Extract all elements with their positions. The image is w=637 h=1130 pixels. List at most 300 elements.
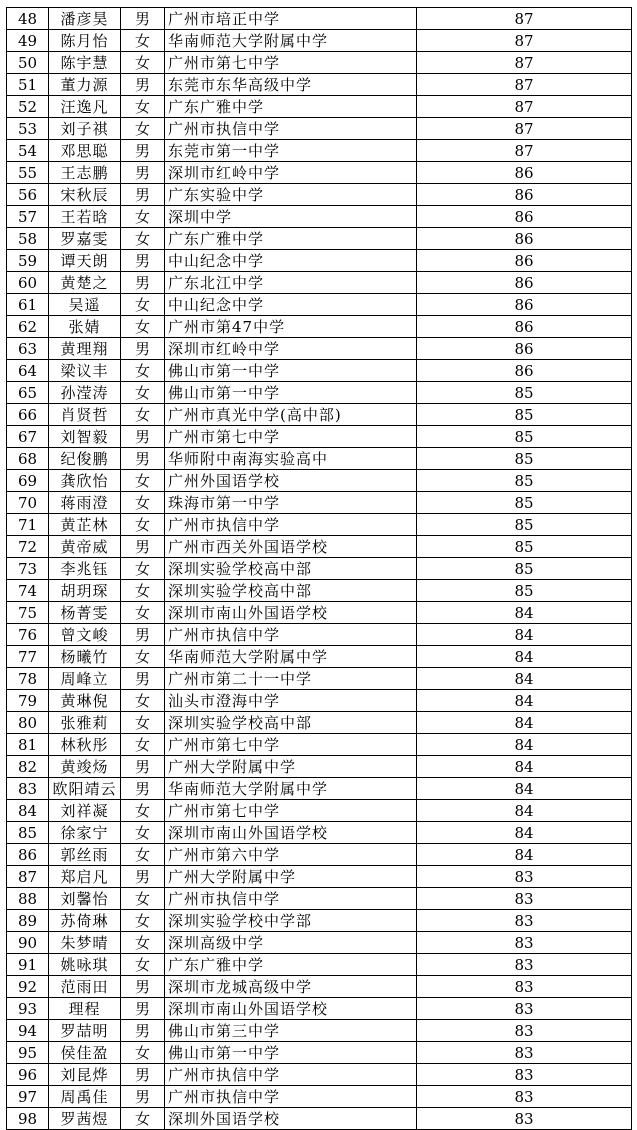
score-cell: 84 — [417, 734, 632, 756]
table-row — [7, 338, 632, 360]
student-name-cell: 纪俊鹏 — [49, 448, 121, 470]
score-cell: 85 — [417, 404, 632, 426]
student-name-cell: 梁议丰 — [49, 360, 121, 382]
school-cell: 广州市执信中学 — [165, 624, 417, 646]
rank-cell: 91 — [7, 954, 49, 976]
gender-cell: 男 — [121, 624, 165, 646]
rank-cell: 70 — [7, 492, 49, 514]
rank-cell: 80 — [7, 712, 49, 734]
gender-cell: 女 — [121, 690, 165, 712]
gender-cell: 男 — [121, 866, 165, 888]
school-cell: 广州市第七中学 — [165, 426, 417, 448]
school-cell: 广州市执信中学 — [165, 514, 417, 536]
rank-cell: 56 — [7, 184, 49, 206]
table-row — [7, 932, 632, 954]
rank-cell: 69 — [7, 470, 49, 492]
rank-cell: 59 — [7, 250, 49, 272]
gender-cell: 女 — [121, 1042, 165, 1064]
student-name-cell: 理程 — [49, 998, 121, 1020]
school-cell: 广州市真光中学(高中部) — [165, 404, 417, 426]
table-row — [7, 646, 632, 668]
rank-cell: 61 — [7, 294, 49, 316]
student-name-cell: 欧阳靖云 — [49, 778, 121, 800]
gender-cell: 男 — [121, 998, 165, 1020]
student-name-cell: 杨曦竹 — [49, 646, 121, 668]
school-cell: 广州市第七中学 — [165, 734, 417, 756]
student-name-cell: 刘馨怡 — [49, 888, 121, 910]
gender-cell: 男 — [121, 8, 165, 30]
table-row — [7, 778, 632, 800]
gender-cell: 女 — [121, 734, 165, 756]
school-cell: 广州市第七中学 — [165, 52, 417, 74]
student-name-cell: 潘彦昊 — [49, 8, 121, 30]
table-row — [7, 1064, 632, 1086]
school-cell: 广东实验中学 — [165, 184, 417, 206]
score-cell: 84 — [417, 800, 632, 822]
score-cell: 84 — [417, 822, 632, 844]
table-row — [7, 602, 632, 624]
table-row — [7, 888, 632, 910]
rank-cell: 57 — [7, 206, 49, 228]
gender-cell: 女 — [121, 360, 165, 382]
student-name-cell: 张雅莉 — [49, 712, 121, 734]
table-row — [7, 140, 632, 162]
student-name-cell: 吴遥 — [49, 294, 121, 316]
rank-cell: 93 — [7, 998, 49, 1020]
table-row — [7, 580, 632, 602]
table-row — [7, 866, 632, 888]
table-row — [7, 1108, 632, 1130]
rank-cell: 54 — [7, 140, 49, 162]
table-row — [7, 998, 632, 1020]
gender-cell: 男 — [121, 536, 165, 558]
gender-cell: 男 — [121, 778, 165, 800]
school-cell: 深圳中学 — [165, 206, 417, 228]
school-cell: 深圳外国语学校 — [165, 1108, 417, 1130]
student-name-cell: 龚欣怡 — [49, 470, 121, 492]
rank-cell: 51 — [7, 74, 49, 96]
rank-cell: 71 — [7, 514, 49, 536]
student-name-cell: 杨菁雯 — [49, 602, 121, 624]
school-cell: 广州市第六中学 — [165, 844, 417, 866]
rank-cell: 52 — [7, 96, 49, 118]
gender-cell: 男 — [121, 1086, 165, 1108]
score-cell: 87 — [417, 52, 632, 74]
table-row — [7, 734, 632, 756]
student-name-cell: 陈月怡 — [49, 30, 121, 52]
score-cell: 83 — [417, 1086, 632, 1108]
student-name-cell: 侯佳盈 — [49, 1042, 121, 1064]
rank-cell: 65 — [7, 382, 49, 404]
gender-cell: 女 — [121, 96, 165, 118]
rank-cell: 78 — [7, 668, 49, 690]
gender-cell: 女 — [121, 954, 165, 976]
table-row — [7, 668, 632, 690]
student-name-cell: 王志鹏 — [49, 162, 121, 184]
table-row — [7, 404, 632, 426]
results-table-body — [7, 8, 632, 1130]
table-row — [7, 184, 632, 206]
score-cell: 84 — [417, 624, 632, 646]
table-row — [7, 118, 632, 140]
rank-cell: 48 — [7, 8, 49, 30]
results-table — [6, 7, 632, 1130]
school-cell: 华南师范大学附属中学 — [165, 30, 417, 52]
score-cell: 83 — [417, 932, 632, 954]
gender-cell: 女 — [121, 206, 165, 228]
gender-cell: 女 — [121, 602, 165, 624]
gender-cell: 男 — [121, 426, 165, 448]
table-row — [7, 844, 632, 866]
gender-cell: 女 — [121, 404, 165, 426]
table-row — [7, 426, 632, 448]
rank-cell: 90 — [7, 932, 49, 954]
school-cell: 深圳市南山外国语学校 — [165, 602, 417, 624]
table-row — [7, 1020, 632, 1042]
school-cell: 广州市第二十一中学 — [165, 668, 417, 690]
school-cell: 深圳实验学校高中部 — [165, 580, 417, 602]
gender-cell: 女 — [121, 492, 165, 514]
student-name-cell: 黄竣炀 — [49, 756, 121, 778]
gender-cell: 男 — [121, 162, 165, 184]
rank-cell: 63 — [7, 338, 49, 360]
rank-cell: 53 — [7, 118, 49, 140]
table-row — [7, 910, 632, 932]
student-name-cell: 董力源 — [49, 74, 121, 96]
score-cell: 87 — [417, 118, 632, 140]
rank-cell: 98 — [7, 1108, 49, 1130]
student-name-cell: 汪逸凡 — [49, 96, 121, 118]
school-cell: 深圳市龙城高级中学 — [165, 976, 417, 998]
score-cell: 84 — [417, 712, 632, 734]
school-cell: 汕头市澄海中学 — [165, 690, 417, 712]
school-cell: 华南师范大学附属中学 — [165, 778, 417, 800]
student-name-cell: 范雨田 — [49, 976, 121, 998]
gender-cell: 女 — [121, 712, 165, 734]
score-cell: 86 — [417, 272, 632, 294]
student-name-cell: 刘智毅 — [49, 426, 121, 448]
rank-cell: 58 — [7, 228, 49, 250]
school-cell: 广东广雅中学 — [165, 228, 417, 250]
gender-cell: 女 — [121, 1108, 165, 1130]
gender-cell: 女 — [121, 910, 165, 932]
school-cell: 广州市第七中学 — [165, 800, 417, 822]
gender-cell: 男 — [121, 140, 165, 162]
student-name-cell: 刘子祺 — [49, 118, 121, 140]
student-name-cell: 罗嘉雯 — [49, 228, 121, 250]
student-name-cell: 黄理翔 — [49, 338, 121, 360]
student-name-cell: 刘昆烨 — [49, 1064, 121, 1086]
school-cell: 广州市培正中学 — [165, 8, 417, 30]
gender-cell: 女 — [121, 118, 165, 140]
gender-cell: 男 — [121, 184, 165, 206]
score-cell: 85 — [417, 580, 632, 602]
school-cell: 广州大学附属中学 — [165, 866, 417, 888]
score-cell: 86 — [417, 162, 632, 184]
student-name-cell: 罗茜煜 — [49, 1108, 121, 1130]
score-cell: 85 — [417, 470, 632, 492]
rank-cell: 68 — [7, 448, 49, 470]
school-cell: 广州外国语学校 — [165, 470, 417, 492]
score-cell: 86 — [417, 250, 632, 272]
rank-cell: 76 — [7, 624, 49, 646]
gender-cell: 女 — [121, 514, 165, 536]
student-name-cell: 李兆钰 — [49, 558, 121, 580]
score-cell: 84 — [417, 668, 632, 690]
rank-cell: 79 — [7, 690, 49, 712]
score-cell: 86 — [417, 206, 632, 228]
rank-cell: 55 — [7, 162, 49, 184]
score-cell: 84 — [417, 844, 632, 866]
rank-cell: 49 — [7, 30, 49, 52]
gender-cell: 女 — [121, 932, 165, 954]
score-cell: 83 — [417, 1064, 632, 1086]
gender-cell: 男 — [121, 1064, 165, 1086]
gender-cell: 女 — [121, 294, 165, 316]
gender-cell: 女 — [121, 382, 165, 404]
student-name-cell: 黄琳倪 — [49, 690, 121, 712]
school-cell: 广州市执信中学 — [165, 1064, 417, 1086]
score-cell: 86 — [417, 316, 632, 338]
rank-cell: 97 — [7, 1086, 49, 1108]
school-cell: 深圳实验学校中学部 — [165, 910, 417, 932]
table-row — [7, 382, 632, 404]
score-cell: 86 — [417, 228, 632, 250]
score-cell: 85 — [417, 426, 632, 448]
gender-cell: 女 — [121, 30, 165, 52]
table-row — [7, 1086, 632, 1108]
score-cell: 86 — [417, 338, 632, 360]
school-cell: 广州市执信中学 — [165, 888, 417, 910]
gender-cell: 女 — [121, 558, 165, 580]
school-cell: 广东广雅中学 — [165, 954, 417, 976]
school-cell: 东莞市东华高级中学 — [165, 74, 417, 96]
gender-cell: 男 — [121, 272, 165, 294]
score-cell: 85 — [417, 448, 632, 470]
school-cell: 中山纪念中学 — [165, 250, 417, 272]
student-name-cell: 王若晗 — [49, 206, 121, 228]
student-name-cell: 林秋彤 — [49, 734, 121, 756]
table-row — [7, 536, 632, 558]
score-cell: 83 — [417, 1042, 632, 1064]
school-cell: 佛山市第一中学 — [165, 382, 417, 404]
table-row — [7, 822, 632, 844]
score-cell: 85 — [417, 492, 632, 514]
gender-cell: 女 — [121, 470, 165, 492]
table-row — [7, 558, 632, 580]
school-cell: 广州市西关外国语学校 — [165, 536, 417, 558]
school-cell: 深圳市红岭中学 — [165, 338, 417, 360]
table-row — [7, 74, 632, 96]
gender-cell: 女 — [121, 228, 165, 250]
score-cell: 85 — [417, 536, 632, 558]
school-cell: 广州市执信中学 — [165, 1086, 417, 1108]
table-row — [7, 316, 632, 338]
student-name-cell: 郭丝雨 — [49, 844, 121, 866]
rank-cell: 89 — [7, 910, 49, 932]
student-name-cell: 朱梦晴 — [49, 932, 121, 954]
student-name-cell: 邓思聪 — [49, 140, 121, 162]
score-cell: 83 — [417, 910, 632, 932]
school-cell: 广州大学附属中学 — [165, 756, 417, 778]
rank-cell: 88 — [7, 888, 49, 910]
rank-cell: 83 — [7, 778, 49, 800]
school-cell: 佛山市第一中学 — [165, 1042, 417, 1064]
student-name-cell: 肖贤哲 — [49, 404, 121, 426]
gender-cell: 男 — [121, 976, 165, 998]
score-cell: 86 — [417, 184, 632, 206]
rank-cell: 96 — [7, 1064, 49, 1086]
rank-cell: 87 — [7, 866, 49, 888]
school-cell: 东莞市第一中学 — [165, 140, 417, 162]
gender-cell: 男 — [121, 338, 165, 360]
student-name-cell: 苏倚琳 — [49, 910, 121, 932]
table-row — [7, 1042, 632, 1064]
school-cell: 佛山市第一中学 — [165, 360, 417, 382]
gender-cell: 女 — [121, 844, 165, 866]
table-row — [7, 96, 632, 118]
score-cell: 83 — [417, 888, 632, 910]
table-row — [7, 690, 632, 712]
table-row — [7, 228, 632, 250]
rank-cell: 67 — [7, 426, 49, 448]
gender-cell: 女 — [121, 822, 165, 844]
table-row — [7, 52, 632, 74]
school-cell: 华南师范大学附属中学 — [165, 646, 417, 668]
rank-cell: 50 — [7, 52, 49, 74]
table-row — [7, 272, 632, 294]
gender-cell: 女 — [121, 888, 165, 910]
table-row — [7, 712, 632, 734]
gender-cell: 女 — [121, 316, 165, 338]
score-cell: 83 — [417, 866, 632, 888]
score-cell: 87 — [417, 30, 632, 52]
rank-cell: 74 — [7, 580, 49, 602]
table-row — [7, 250, 632, 272]
student-name-cell: 蒋雨澄 — [49, 492, 121, 514]
rank-cell: 72 — [7, 536, 49, 558]
gender-cell: 男 — [121, 250, 165, 272]
rank-cell: 77 — [7, 646, 49, 668]
school-cell: 深圳市南山外国语学校 — [165, 998, 417, 1020]
rank-cell: 62 — [7, 316, 49, 338]
student-name-cell: 徐家宁 — [49, 822, 121, 844]
score-cell: 85 — [417, 514, 632, 536]
table-row — [7, 162, 632, 184]
student-name-cell: 黄楚之 — [49, 272, 121, 294]
rank-cell: 92 — [7, 976, 49, 998]
gender-cell: 女 — [121, 800, 165, 822]
score-cell: 87 — [417, 96, 632, 118]
school-cell: 广东北江中学 — [165, 272, 417, 294]
school-cell: 深圳市红岭中学 — [165, 162, 417, 184]
rank-cell: 73 — [7, 558, 49, 580]
gender-cell: 男 — [121, 756, 165, 778]
table-row — [7, 976, 632, 998]
school-cell: 中山纪念中学 — [165, 294, 417, 316]
gender-cell: 男 — [121, 1020, 165, 1042]
school-cell: 广东广雅中学 — [165, 96, 417, 118]
student-name-cell: 周禹佳 — [49, 1086, 121, 1108]
score-cell: 83 — [417, 1020, 632, 1042]
score-cell: 87 — [417, 8, 632, 30]
gender-cell: 男 — [121, 668, 165, 690]
school-cell: 广州市执信中学 — [165, 118, 417, 140]
rank-cell: 64 — [7, 360, 49, 382]
student-name-cell: 黄芷林 — [49, 514, 121, 536]
gender-cell: 男 — [121, 448, 165, 470]
table-row — [7, 30, 632, 52]
rank-cell: 85 — [7, 822, 49, 844]
student-name-cell: 曾文峻 — [49, 624, 121, 646]
rank-cell: 94 — [7, 1020, 49, 1042]
student-name-cell: 罗喆明 — [49, 1020, 121, 1042]
student-name-cell: 胡玥琛 — [49, 580, 121, 602]
student-name-cell: 谭天朗 — [49, 250, 121, 272]
table-row — [7, 206, 632, 228]
rank-cell: 60 — [7, 272, 49, 294]
school-cell: 深圳高级中学 — [165, 932, 417, 954]
score-cell: 85 — [417, 558, 632, 580]
rank-cell: 66 — [7, 404, 49, 426]
student-name-cell: 周峰立 — [49, 668, 121, 690]
rank-cell: 82 — [7, 756, 49, 778]
table-row — [7, 294, 632, 316]
table-row — [7, 470, 632, 492]
score-cell: 83 — [417, 976, 632, 998]
table-row — [7, 492, 632, 514]
score-cell: 83 — [417, 1108, 632, 1130]
score-cell: 83 — [417, 998, 632, 1020]
school-cell: 广州市第47中学 — [165, 316, 417, 338]
score-cell: 83 — [417, 954, 632, 976]
school-cell: 佛山市第三中学 — [165, 1020, 417, 1042]
student-name-cell: 姚咏琪 — [49, 954, 121, 976]
school-cell: 深圳实验学校高中部 — [165, 712, 417, 734]
score-cell: 86 — [417, 360, 632, 382]
student-name-cell: 宋秋辰 — [49, 184, 121, 206]
score-cell: 85 — [417, 382, 632, 404]
score-cell: 86 — [417, 294, 632, 316]
table-row — [7, 954, 632, 976]
score-cell: 84 — [417, 602, 632, 624]
rank-cell: 84 — [7, 800, 49, 822]
score-cell: 87 — [417, 140, 632, 162]
score-cell: 84 — [417, 646, 632, 668]
rank-cell: 86 — [7, 844, 49, 866]
table-row — [7, 8, 632, 30]
table-row — [7, 624, 632, 646]
score-cell: 84 — [417, 756, 632, 778]
score-cell: 84 — [417, 778, 632, 800]
gender-cell: 男 — [121, 74, 165, 96]
rank-cell: 75 — [7, 602, 49, 624]
table-row — [7, 514, 632, 536]
rank-cell: 81 — [7, 734, 49, 756]
school-cell: 深圳市南山外国语学校 — [165, 822, 417, 844]
student-name-cell: 陈宇慧 — [49, 52, 121, 74]
student-name-cell: 张婧 — [49, 316, 121, 338]
student-name-cell: 孙滢涛 — [49, 382, 121, 404]
student-name-cell: 郑启凡 — [49, 866, 121, 888]
table-row — [7, 756, 632, 778]
score-cell: 87 — [417, 74, 632, 96]
school-cell: 华师附中南海实验高中 — [165, 448, 417, 470]
table-row — [7, 448, 632, 470]
gender-cell: 女 — [121, 646, 165, 668]
gender-cell: 女 — [121, 580, 165, 602]
score-cell: 84 — [417, 690, 632, 712]
